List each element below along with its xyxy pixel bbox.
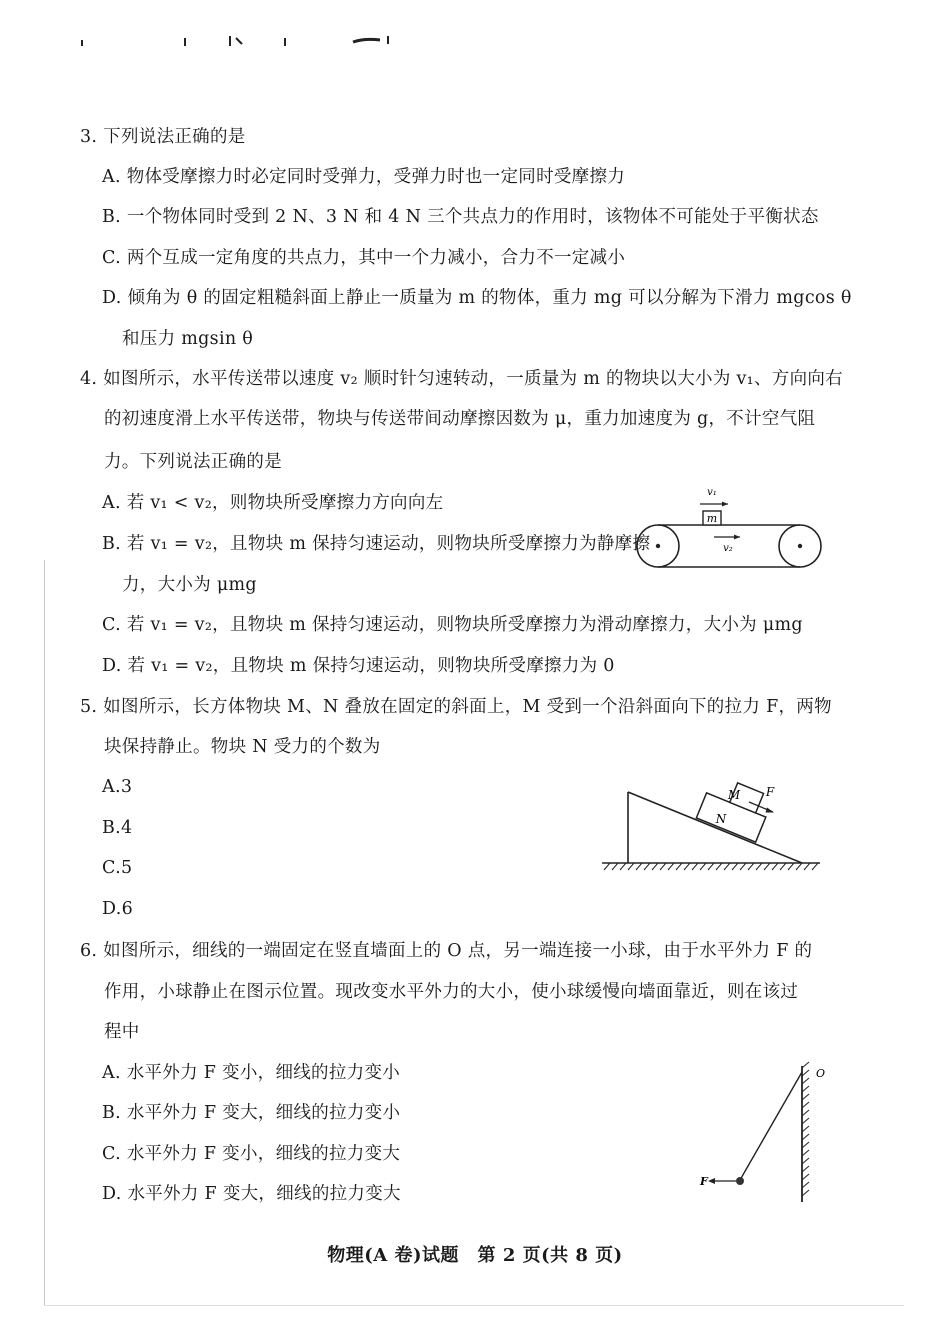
force-arrowhead	[766, 808, 775, 813]
question-6-option-d: D. 水平外力 F 变大，细线的拉力变大	[102, 1184, 401, 1204]
question-4-stem: 4. 如图所示，水平传送带以速度 v₂ 顺时针匀速转动，一质量为 m 的物块以大小为 v₁、方向向右	[80, 369, 843, 389]
point-o-label: O	[816, 1067, 826, 1080]
question-5-stem-line-2: 块保持静止。物块 N 受力的个数为	[104, 737, 381, 757]
question-4-option-a: A. 若 v₁ < v₂，则物块所受摩擦力方向向左	[102, 493, 444, 513]
scan-edge-left	[44, 560, 45, 1306]
block-m-label: M	[727, 788, 741, 802]
force-label: F	[700, 1175, 708, 1188]
question-5-option-a: A.3	[102, 777, 133, 797]
v2-label: v₂	[723, 543, 733, 554]
scan-edge-bottom	[44, 1305, 904, 1306]
wall-pendulum-figure	[694, 1060, 828, 1204]
question-6-stem: 6. 如图所示，细线的一端固定在竖直墙面上的 O 点，另一端连接一小球，由于水平外力 F 的	[80, 941, 813, 961]
force-label: F	[765, 785, 775, 799]
question-3-option-d: D. 倾角为 θ 的固定粗糙斜面上静止一质量为 m 的物体，重力 mg 可以分解为下滑力 mgcos θ	[102, 288, 852, 308]
string-line	[740, 1072, 802, 1180]
right-pulley-axle	[798, 544, 802, 548]
question-6-option-a: A. 水平外力 F 变小，细线的拉力变小	[102, 1063, 401, 1083]
conveyor-belt-figure	[628, 482, 828, 574]
question-5-option-c: C.5	[102, 858, 133, 878]
question-4-option-d: D. 若 v₁ = v₂，且物块 m 保持匀速运动，则物块所受摩擦力为 0	[102, 656, 615, 676]
force-arrowhead	[708, 1178, 715, 1184]
v1-arrowhead	[722, 502, 728, 507]
question-3-option-a: A. 物体受摩擦力时必定同时受弹力，受弹力时也一定同时受摩擦力	[102, 167, 626, 187]
question-3-option-d-cont: 和压力 mgsin θ	[122, 329, 254, 349]
question-6-stem-line-3: 程中	[104, 1022, 140, 1042]
v1-label: v₁	[707, 487, 717, 498]
wall-hatching	[802, 1062, 809, 1196]
question-6-option-b: B. 水平外力 F 变大，细线的拉力变小	[102, 1103, 401, 1123]
question-5-option-d: D.6	[102, 899, 134, 919]
question-4-option-c: C. 若 v₁ = v₂，且物块 m 保持匀速运动，则物块所受摩擦力为滑动摩擦力，大小为 μmg	[102, 615, 803, 635]
question-5-stem: 5. 如图所示，长方体物块 M、N 叠放在固定的斜面上，M 受到一个沿斜面向下的拉力 F，两物	[80, 697, 832, 717]
ball	[736, 1177, 744, 1185]
question-4-stem-line-3: 力。下列说法正确的是	[104, 452, 282, 472]
question-3-option-c: C. 两个互成一定角度的共点力，其中一个力减小，合力不一定减小	[102, 248, 626, 268]
incline-figure	[598, 772, 830, 872]
question-4-option-b-cont: 力，大小为 μmg	[122, 575, 257, 595]
ground-hatching	[604, 863, 818, 870]
question-6-option-c: C. 水平外力 F 变小，细线的拉力变大	[102, 1144, 401, 1164]
scan-marks	[70, 30, 410, 50]
question-6-stem-line-2: 作用，小球静止在图示位置。现改变水平外力的大小，使小球缓慢向墙面靠近，则在该过	[104, 982, 799, 1002]
question-5-option-b: B.4	[102, 818, 133, 838]
left-pulley-axle	[656, 544, 660, 548]
block-m-label: m	[706, 512, 718, 525]
v2-arrowhead	[734, 535, 740, 540]
question-3-stem: 3. 下列说法正确的是	[80, 127, 246, 147]
page-footer: 物理(A 卷)试题 第 2 页(共 8 页)	[327, 1245, 623, 1266]
question-4-stem-line-2: 的初速度滑上水平传送带，物块与传送带间动摩擦因数为 μ，重力加速度为 g，不计空气阻	[104, 409, 816, 429]
question-3-option-b: B. 一个物体同时受到 2 N、3 N 和 4 N 三个共点力的作用时，该物体不可能处于平衡状态	[102, 207, 819, 227]
question-4-option-b: B. 若 v₁ = v₂，且物块 m 保持匀速运动，则物块所受摩擦力为静摩擦	[102, 534, 651, 554]
block-n-label: N	[715, 812, 727, 826]
